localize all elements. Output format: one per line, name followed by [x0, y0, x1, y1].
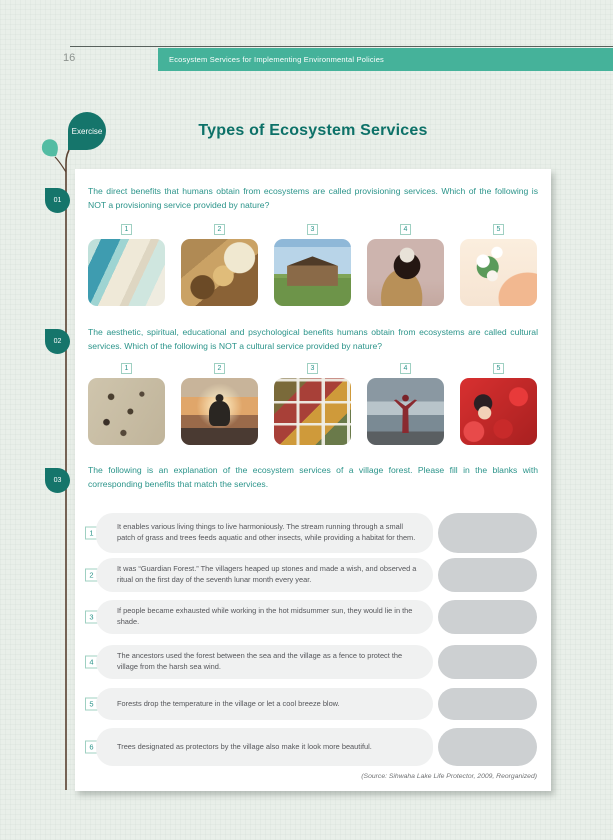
header-rule: [70, 46, 613, 47]
option-number-box: 3: [307, 224, 318, 235]
child-flower-field-image[interactable]: [460, 378, 537, 445]
option-number-box: 4: [400, 363, 411, 374]
answer-blank-3[interactable]: [438, 600, 537, 634]
item-description: [96, 645, 433, 679]
hiker-summit-image[interactable]: [367, 378, 444, 445]
item-number-box: 3: [85, 611, 98, 624]
question-2-options: [88, 363, 538, 445]
twig-line: [55, 157, 66, 172]
item-text: Forests drop the temperature in the village or let a cool breeze blow.: [117, 698, 340, 708]
question-2-number: 02: [53, 338, 62, 345]
option-number-box: 5: [493, 224, 504, 235]
item-number-box: 1: [85, 527, 98, 540]
q2-option-2[interactable]: [181, 363, 258, 445]
ink-painting-image[interactable]: [88, 378, 165, 445]
grain-sacks-image[interactable]: [181, 239, 258, 306]
source-citation: (Source: Sihwaha Lake Life Protector, 2009, Reorganized): [361, 773, 537, 780]
content-card: [53, 169, 551, 791]
item-number-box: 5: [85, 698, 98, 711]
fabric-textile-image[interactable]: [88, 239, 165, 306]
item-description: [96, 513, 433, 553]
option-number-box: 3: [307, 363, 318, 374]
option-number-box: 4: [400, 224, 411, 235]
q3-item-6: [85, 728, 547, 766]
question-3-number: 03: [53, 477, 62, 484]
question-3-badge: [45, 468, 70, 493]
q3-item-3: [85, 600, 547, 634]
q1-option-2[interactable]: [181, 224, 258, 306]
q1-option-4[interactable]: [367, 224, 444, 306]
question-2-text: The aesthetic, spiritual, educational and psychological benefits humans obtain from ecosystems are called cultural services. Which of the following is NOT a cultural service provided by nature?: [88, 327, 538, 351]
q2-option-4[interactable]: [367, 363, 444, 445]
q3-item-1: [85, 513, 547, 553]
item-text: Trees designated as protectors by the village also make it look more beautiful.: [117, 741, 372, 751]
option-number-box: 2: [214, 363, 225, 374]
q2-option-1[interactable]: [88, 363, 165, 445]
dried-herbs-image[interactable]: [274, 378, 351, 445]
question-2-badge: [45, 329, 70, 354]
flower-painting-image[interactable]: [460, 239, 537, 306]
option-number-box: 1: [121, 224, 132, 235]
page-number: 16: [63, 52, 76, 64]
q1-option-3[interactable]: [274, 224, 351, 306]
option-number-box: 2: [214, 224, 225, 235]
herbal-medicine-image[interactable]: [367, 239, 444, 306]
item-text: If people became exhausted while working in the hot midsummer sun, they would lie in the shade.: [117, 606, 413, 626]
q1-option-5[interactable]: [460, 224, 537, 306]
q3-item-4: [85, 645, 547, 679]
question-1-options: [88, 224, 538, 306]
question-3-text: The following is an explanation of the ecosystem services of a village forest. Please fill in the blanks with corresponding benefits that match the services.: [88, 465, 538, 489]
running-header: Ecosystem Services for Implementing Environmental Policies: [158, 48, 613, 71]
option-number-box: 5: [493, 363, 504, 374]
item-number-box: 4: [85, 656, 98, 669]
answer-blank-6[interactable]: [438, 728, 537, 766]
answer-blank-4[interactable]: [438, 645, 537, 679]
item-description: [96, 558, 433, 592]
stem-line: [66, 150, 69, 790]
page-title: Types of Ecosystem Services: [198, 122, 428, 139]
exercise-badge-label: Exercise: [71, 126, 103, 136]
item-number-box: 2: [85, 569, 98, 582]
q3-item-2: [85, 558, 547, 592]
question-1-text: The direct benefits that humans obtain from ecosystems are called provisioning services. Which of the following is NOT a provisioning service provided by nature?: [88, 186, 538, 210]
option-number-box: 1: [121, 363, 132, 374]
leaf-icon: [42, 139, 58, 156]
answer-blank-1[interactable]: [438, 513, 537, 553]
item-number-box: 6: [85, 741, 98, 754]
item-text: The ancestors used the forest between the sea and the village as a fence to protect the village from the harsh sea wind.: [117, 651, 403, 671]
answer-blank-5[interactable]: [438, 688, 537, 720]
item-description: [96, 600, 433, 634]
meditation-sunset-image[interactable]: [181, 378, 258, 445]
q1-option-1[interactable]: [88, 224, 165, 306]
question-1-number: 01: [53, 197, 62, 204]
answer-blank-2[interactable]: [438, 558, 537, 592]
item-text: It enables various living things to live harmoniously. The stream running through a small patch of grass and trees feeds aquatic and other insects, while providing a habitat for them.: [117, 522, 416, 542]
q2-option-5[interactable]: [460, 363, 537, 445]
wooden-cabin-image[interactable]: [274, 239, 351, 306]
question-1-badge: [45, 188, 70, 213]
item-description: [96, 688, 433, 720]
item-text: It was “Guardian Forest.” The villagers heaped up stones and made a wish, and observed a ritual on the first day of the seventh lunar month every year.: [117, 564, 417, 584]
q3-item-5: [85, 688, 547, 720]
q2-option-3[interactable]: [274, 363, 351, 445]
item-description: [96, 728, 433, 766]
